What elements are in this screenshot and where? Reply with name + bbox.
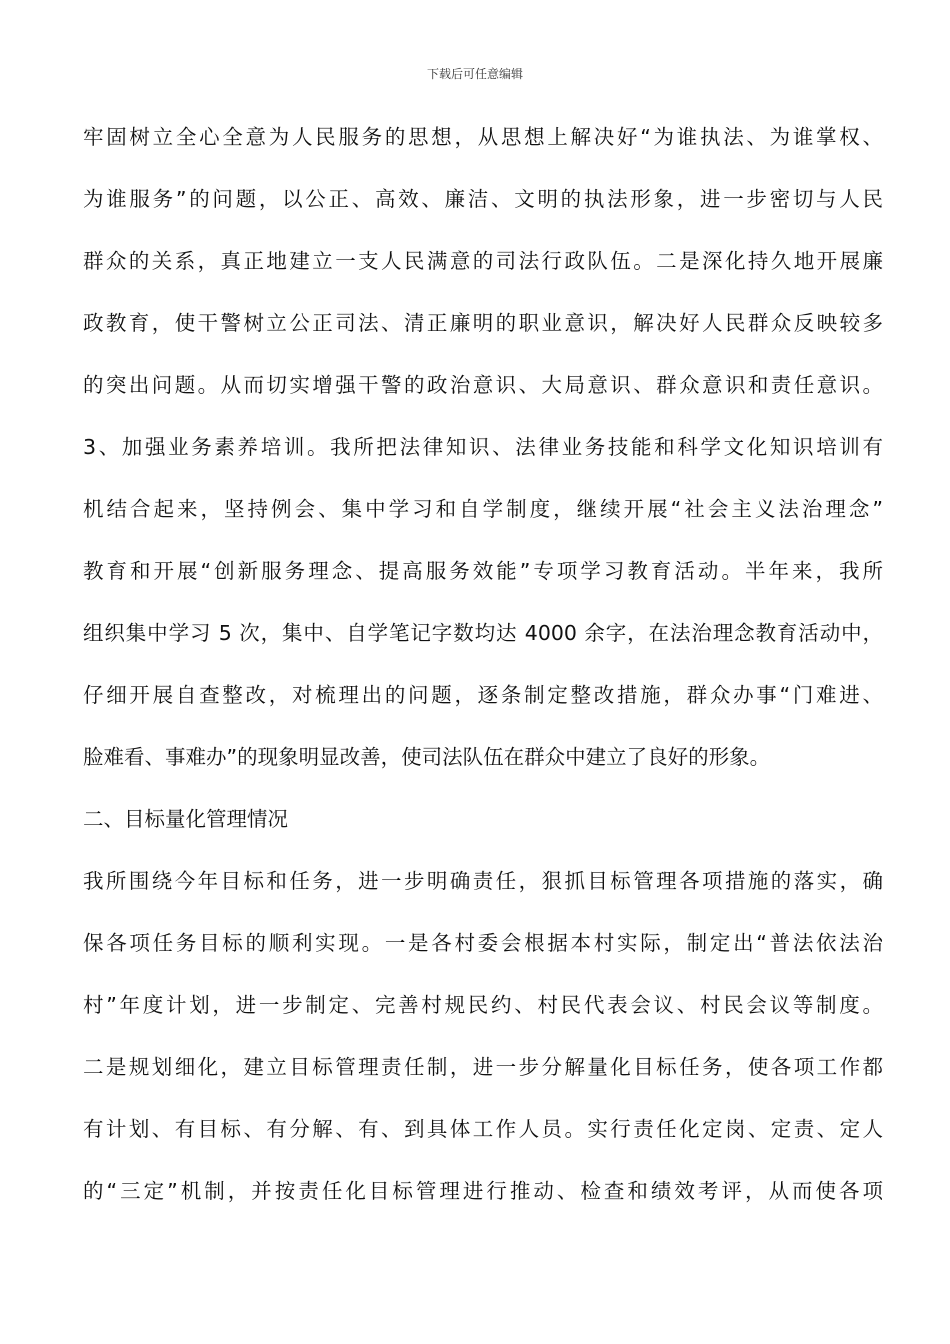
text-line: 牢固树立全心全意为人民服务的思想，从思想上解决好“为谁执法、为谁掌权、 xyxy=(83,125,883,149)
text-line: 机结合起来，坚持例会、集中学习和自学制度，继续开展“社会主义法治理念” xyxy=(83,497,883,521)
text-line: 为谁服务”的问题，以公正、高效、廉洁、文明的执法形象，进一步密切与人民 xyxy=(83,187,883,211)
text-line: 的突出问题。从而切实增强干警的政治意识、大局意识、群众意识和责任意识。 xyxy=(83,373,883,397)
text-line: 的“三定”机制，并按责任化目标管理进行推动、检查和绩效考评，从而使各项 xyxy=(83,1179,883,1203)
body-text xyxy=(83,114,883,1230)
text-line: 我所围绕今年目标和任务，进一步明确责任，狠抓目标管理各项措施的落实，确 xyxy=(83,869,883,893)
text-line: 二是规划细化，建立目标管理责任制，进一步分解量化目标任务，使各项工作都 xyxy=(83,1055,883,1079)
text-line: 组织集中学习 5 次，集中、自学笔记字数均达 4000 余字，在法治理念教育活动中， xyxy=(83,621,883,645)
text-line: 3、加强业务素养培训。我所把法律知识、法律业务技能和科学文化知识培训有 xyxy=(83,435,883,459)
text-line: 仔细开展自查整改，对梳理出的问题，逐条制定整改措施，群众办事“门难进、 xyxy=(83,683,883,707)
text-line: 有计划、有目标、有分解、有、到具体工作人员。实行责任化定岗、定责、定人 xyxy=(83,1117,883,1141)
text-line: 保各项任务目标的顺利实现。一是各村委会根据本村实际，制定出“普法依法治 xyxy=(83,931,883,955)
text-line: 教育和开展“创新服务理念、提高服务效能”专项学习教育活动。半年来，我所 xyxy=(83,559,883,583)
section-heading: 二、目标量化管理情况 xyxy=(83,807,288,831)
text-line: 政教育，使干警树立公正司法、清正廉明的职业意识，解决好人民群众反映较多 xyxy=(83,311,883,335)
text-line: 群众的关系，真正地建立一支人民满意的司法行政队伍。二是深化持久地开展廉 xyxy=(83,249,883,273)
text-line: 脸难看、事难办”的现象明显改善，使司法队伍在群众中建立了良好的形象。 xyxy=(83,745,771,769)
page-header: 下载后可任意编辑 xyxy=(426,67,523,81)
text-line: 村”年度计划，进一步制定、完善村规民约、村民代表会议、村民会议等制度。 xyxy=(83,993,883,1017)
